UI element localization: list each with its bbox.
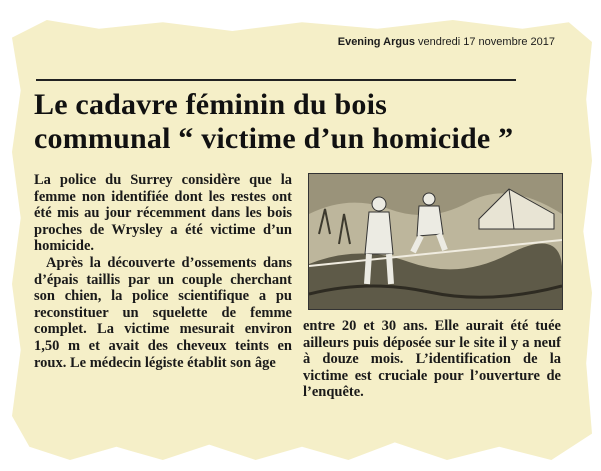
header-rule bbox=[36, 79, 516, 81]
dateline bbox=[338, 36, 555, 48]
publication-date: vendredi 17 novembre 2017 bbox=[418, 36, 555, 48]
headline bbox=[34, 88, 574, 156]
forensic-scene-sketch-icon bbox=[309, 174, 562, 309]
article-paragraph-1: La police du Surrey considère que la femme non identifiée dont les restes ont été mis au jour récemment dans les bois proches de Wrysley a été victime d’un homicide. bbox=[34, 172, 292, 255]
headline-line-2: communal “ victime d’un homicide ” bbox=[34, 122, 514, 155]
article-column-left bbox=[34, 172, 292, 371]
headline-line-1: Le cadavre féminin du bois bbox=[34, 88, 388, 121]
newspaper-source: Evening Argus bbox=[337, 36, 415, 48]
forensic-scene-photo bbox=[308, 173, 563, 310]
article-paragraph-2: Après la découverte d’ossements dans d’épais taillis par un couple cherchant son chien, la police scientifique a pu reconstituer un squelette de femme complet. La victime mesurait environ 1,50 m et avait des cheveux teints en roux. Le médecin légiste établit son âge bbox=[34, 254, 292, 371]
article-paragraph-2-continued: entre 20 et 30 ans. Elle aurait été tuée ailleurs puis déposée sur le site il y a neuf à douze mois. L’identification de la victime est cruciale pour l’ouverture de l’enquête. bbox=[303, 318, 561, 401]
article-column-right bbox=[303, 318, 561, 401]
